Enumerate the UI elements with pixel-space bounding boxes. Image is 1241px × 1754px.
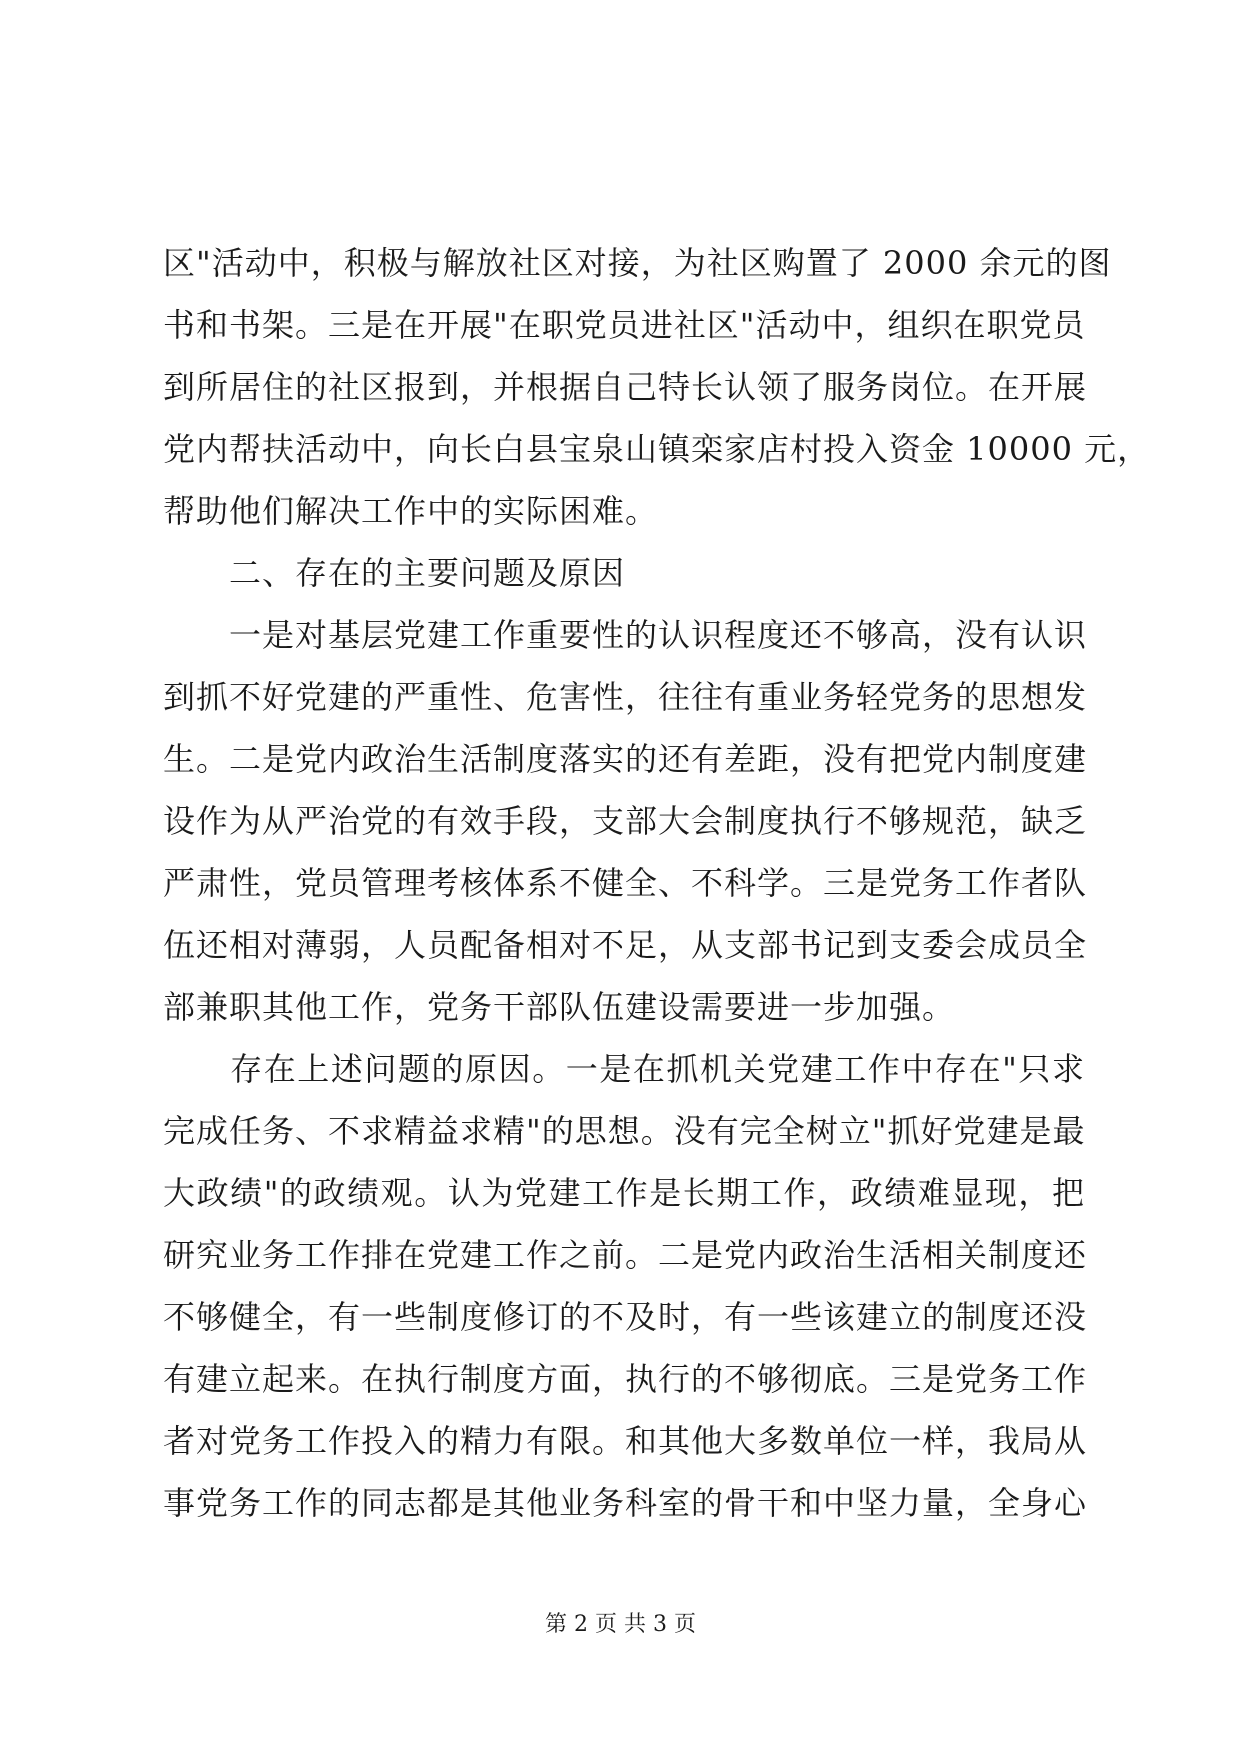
page-footer: 第 2 页 共 3 页 [545,1612,696,1637]
text-line: 生。二是党内政治生活制度落实的还有差距，没有把党内制度建 [163,740,1088,778]
text-line: 帮助他们解决工作中的实际困难。 [163,492,659,530]
text-line: 到抓不好党建的严重性、危害性，往往有重业务轻党务的思想发 [163,678,1088,716]
text-line: 部兼职其他工作，党务干部队伍建设需要进一步加强。 [163,988,956,1026]
text-line: 书和书架。三是在开展"在职党员进社区"活动中，组织在职党员 [163,306,1086,344]
text-line: 完成任务、不求精益求精"的思想。没有完全树立"抓好党建是最 [163,1112,1086,1150]
document-body [163,232,1151,1534]
text-line: 大政绩"的政绩观。认为党建工作是长期工作，政绩难显现，把 [163,1174,1085,1212]
text-line: 事党务工作的同志都是其他业务科室的骨干和中坚力量，全身心 [163,1484,1088,1522]
text-line: 有建立起来。在执行制度方面，执行的不够彻底。三是党务工作 [163,1360,1088,1398]
text-line: 伍还相对薄弱，人员配备相对不足，从支部书记到支委会成员全 [163,926,1088,964]
text-line: 到所居住的社区报到，并根据自己特长认领了服务岗位。在开展 [163,368,1088,406]
text-line: 二、存在的主要问题及原因 [163,554,626,592]
text-line: 者对党务工作投入的精力有限。和其他大多数单位一样，我局从 [163,1422,1088,1460]
text-line: 不够健全，有一些制度修订的不及时，有一些该建立的制度还没 [163,1298,1088,1336]
text-line: 区"活动中，积极与解放社区对接，为社区购置了 2000 余元的图 [163,244,1112,282]
text-line: 党内帮扶活动中，向长白县宝泉山镇栾家店村投入资金 10000 元， [163,430,1151,468]
text-line: 严肃性，党员管理考核体系不健全、不科学。三是党务工作者队 [163,864,1088,902]
text-line: 一是对基层党建工作重要性的认识程度还不够高，没有认识 [163,616,1088,654]
text-line: 设作为从严治党的有效手段，支部大会制度执行不够规范，缺乏 [163,802,1088,840]
text-line: 存在上述问题的原因。一是在抓机关党建工作中存在"只求 [163,1050,1085,1088]
text-line: 研究业务工作排在党建工作之前。二是党内政治生活相关制度还 [163,1236,1088,1274]
